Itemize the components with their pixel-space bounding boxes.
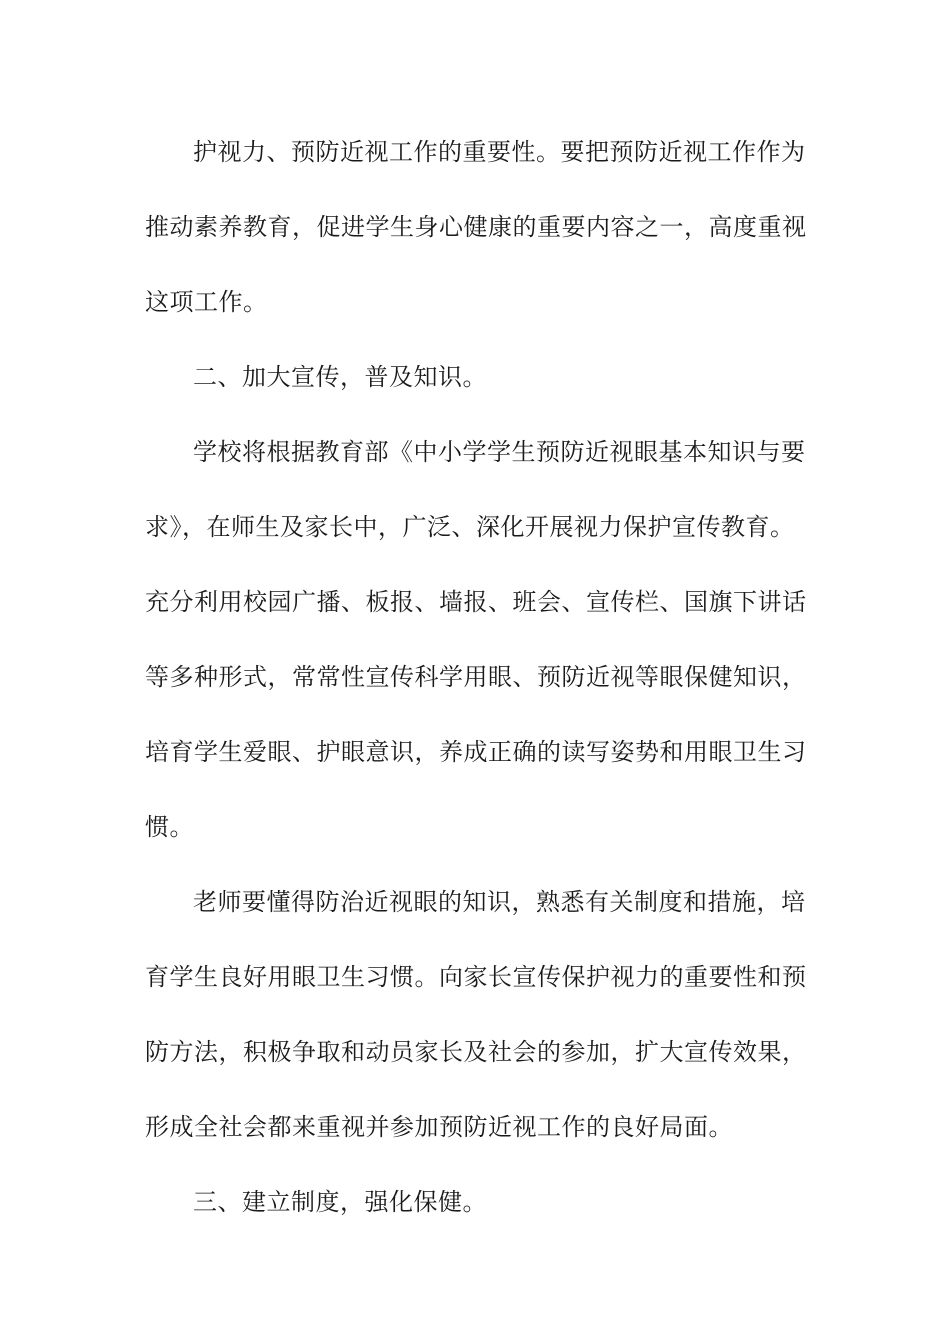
paragraph-line: 学校将根据教育部《中小学学生预防近视眼基本知识与要	[193, 438, 806, 466]
paragraph-line: 防方法，积极争取和动员家长及社会的参加，扩大宣传效果，	[145, 1038, 807, 1066]
paragraph-line: 培育学生爱眼、护眼意识，养成正确的读写姿势和用眼卫生习	[145, 738, 807, 766]
paragraph-line: 育学生良好用眼卫生习惯。向家长宣传保护视力的重要性和预	[145, 963, 807, 991]
paragraph-line: 推动素养教育，促进学生身心健康的重要内容之一，高度重视	[145, 213, 807, 241]
document-body	[145, 115, 805, 1240]
paragraph-line: 惯。	[145, 813, 194, 841]
paragraph-line: 老师要懂得防治近视眼的知识，熟悉有关制度和措施，培	[193, 888, 806, 916]
section-heading: 二、加大宣传，普及知识。	[193, 363, 487, 391]
paragraph-line: 这项工作。	[145, 288, 268, 316]
paragraph-line: 形成全社会都来重视并参加预防近视工作的良好局面。	[145, 1113, 733, 1141]
paragraph-line: 护视力、预防近视工作的重要性。要把预防近视工作作为	[193, 138, 806, 166]
section-heading: 三、建立制度，强化保健。	[193, 1188, 487, 1216]
paragraph-line: 等多种形式，常常性宣传科学用眼、预防近视等眼保健知识，	[145, 663, 807, 691]
paragraph-line: 求》，在师生及家长中，广泛、深化开展视力保护宣传教育。	[145, 513, 795, 541]
paragraph-line: 充分利用校园广播、板报、墙报、班会、宣传栏、国旗下讲话	[145, 588, 807, 616]
